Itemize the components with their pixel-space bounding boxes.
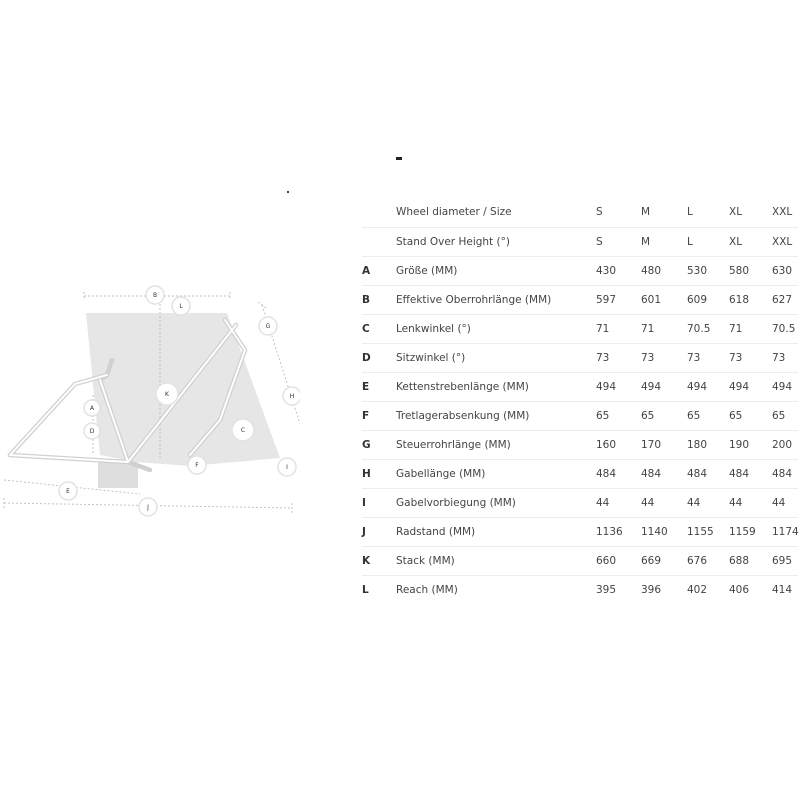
size-s-value: 71 — [596, 314, 641, 343]
diagram-label-J — [139, 498, 157, 516]
row-letter — [362, 227, 396, 256]
size-m-value: 65 — [641, 401, 687, 430]
size-xl-value: 190 — [729, 430, 772, 459]
size-s-value: 44 — [596, 488, 641, 517]
size-m-value: 494 — [641, 372, 687, 401]
size-l-value: 676 — [687, 546, 729, 575]
svg-text:D: D — [89, 428, 95, 435]
dot-mark — [287, 191, 289, 193]
size-s-value: 73 — [596, 343, 641, 372]
size-xl-value: 44 — [729, 488, 772, 517]
size-s-value: 597 — [596, 285, 641, 314]
size-xxl-value: 73 — [772, 343, 798, 372]
row-name: Radstand (MM) — [396, 517, 596, 546]
row-letter: A — [362, 256, 396, 285]
row-letter: H — [362, 459, 396, 488]
size-l-value: 1155 — [687, 517, 729, 546]
diagram-label-B — [146, 286, 164, 304]
table-header-row — [362, 198, 798, 227]
table-row — [362, 459, 798, 488]
size-s-value: 430 — [596, 256, 641, 285]
table-row — [362, 256, 798, 285]
row-name: Stand Over Height (°) — [396, 227, 596, 256]
svg-text:C: C — [240, 427, 246, 434]
row-name: Lenkwinkel (°) — [396, 314, 596, 343]
row-letter: B — [362, 285, 396, 314]
diagram-label-G — [259, 317, 277, 335]
row-name: Tretlagerabsenkung (MM) — [396, 401, 596, 430]
diagram-label-I — [278, 458, 296, 476]
table-row — [362, 285, 798, 314]
row-letter: F — [362, 401, 396, 430]
size-s-value: 160 — [596, 430, 641, 459]
size-m-value: 669 — [641, 546, 687, 575]
row-name: Stack (MM) — [396, 546, 596, 575]
size-xl-value: 580 — [729, 256, 772, 285]
size-xxl-value: 44 — [772, 488, 798, 517]
row-name: Wheel diameter / Size — [396, 198, 596, 227]
size-s-value: 494 — [596, 372, 641, 401]
size-xl-value: 618 — [729, 285, 772, 314]
row-name: Sitzwinkel (°) — [396, 343, 596, 372]
row-name: Gabelvorbiegung (MM) — [396, 488, 596, 517]
size-xl-header: XL — [729, 227, 772, 256]
diagram-label-H — [283, 387, 300, 405]
size-l-value: 402 — [687, 583, 708, 596]
size-xl-value: 688 — [729, 546, 772, 575]
diagram-label-F — [188, 456, 206, 474]
bottom-bracket-shading — [98, 462, 138, 488]
diagram-label-E — [59, 482, 77, 500]
size-m-header: M — [641, 227, 687, 256]
svg-text:F: F — [195, 462, 199, 469]
size-xl-value: 484 — [729, 459, 772, 488]
size-l-header: L — [687, 198, 729, 227]
row-letter: K — [362, 546, 396, 575]
row-name: Effektive Oberrohrlänge (MM) — [396, 285, 596, 314]
size-l-value: 73 — [687, 343, 729, 372]
size-m-value: 170 — [641, 430, 687, 459]
row-name: Kettenstrebenlänge (MM) — [396, 372, 596, 401]
size-l-value: 65 — [687, 401, 729, 430]
size-s-value: 484 — [596, 459, 641, 488]
table-row — [362, 546, 798, 575]
size-m-value: 484 — [641, 459, 687, 488]
size-s-value: 660 — [596, 546, 641, 575]
size-l-value: 609 — [687, 285, 729, 314]
size-xxl-value: 65 — [772, 401, 798, 430]
size-m-value: 396 — [641, 583, 662, 596]
row-letter: J — [362, 517, 396, 546]
size-xxl-value: 414 — [772, 583, 793, 596]
diagram-label-L — [172, 297, 190, 315]
row-letter — [362, 198, 396, 227]
svg-text:K: K — [165, 391, 169, 398]
diagram-label-A — [84, 400, 100, 416]
size-xl-value: 71 — [729, 314, 772, 343]
size-xxl-value: 200 — [772, 430, 798, 459]
size-xl-value: 406 — [729, 583, 750, 596]
size-m-value: 73 — [641, 343, 687, 372]
table-row — [362, 517, 798, 546]
table-row — [362, 575, 798, 604]
row-letter: E — [362, 372, 396, 401]
svg-text:I: I — [286, 464, 288, 471]
size-xxl-header: XXL — [772, 227, 798, 256]
table-row — [362, 430, 798, 459]
table-row — [362, 314, 798, 343]
size-m-value: 44 — [641, 488, 687, 517]
table-header-row — [362, 227, 798, 256]
size-s-value: 1136 — [596, 517, 641, 546]
diagram-label-K — [156, 383, 178, 405]
diagram-label-C — [232, 419, 254, 441]
size-m-value: 71 — [641, 314, 687, 343]
svg-text:J: J — [147, 504, 149, 511]
size-m-value: 480 — [641, 256, 687, 285]
diagram-label-D — [84, 423, 100, 439]
row-letter: C — [362, 314, 396, 343]
size-xl-value: 73 — [729, 343, 772, 372]
size-xxl-header: XXL — [772, 198, 798, 227]
row-name: Größe (MM) — [396, 256, 596, 285]
size-s-header: S — [596, 198, 641, 227]
table-row — [362, 343, 798, 372]
row-name: Steuerrohrlänge (MM) — [396, 430, 596, 459]
size-l-value: 70.5 — [687, 314, 729, 343]
size-s-value: 65 — [596, 401, 641, 430]
size-xl-value: 1159 — [729, 517, 772, 546]
size-s-value: 395 — [596, 583, 617, 596]
size-l-value: 494 — [687, 372, 729, 401]
row-letter: D — [362, 343, 396, 372]
svg-text:B: B — [152, 292, 158, 299]
size-l-value: 44 — [687, 488, 729, 517]
size-xxl-value: 695 — [772, 546, 798, 575]
svg-text:H: H — [289, 393, 295, 400]
size-l-header: L — [687, 227, 729, 256]
svg-text:A: A — [89, 405, 95, 412]
size-xxl-value: 494 — [772, 372, 798, 401]
row-name: Gabellänge (MM) — [396, 459, 596, 488]
table-row — [362, 401, 798, 430]
size-xxl-value: 484 — [772, 459, 798, 488]
size-xxl-value: 627 — [772, 285, 798, 314]
size-xxl-value: 1174 — [772, 517, 798, 546]
size-l-value: 484 — [687, 459, 729, 488]
size-xl-header: XL — [729, 198, 772, 227]
size-xl-value: 65 — [729, 401, 772, 430]
row-letter: I — [362, 488, 396, 517]
size-s-header: S — [596, 227, 641, 256]
row-name: Reach (MM) — [396, 583, 458, 596]
svg-text:L: L — [179, 303, 183, 310]
size-xxl-value: 630 — [772, 256, 798, 285]
size-l-value: 180 — [687, 430, 729, 459]
row-letter: G — [362, 430, 396, 459]
geometry-table — [362, 198, 798, 604]
size-m-value: 1140 — [641, 517, 687, 546]
dash-mark — [396, 157, 402, 160]
size-xl-value: 494 — [729, 372, 772, 401]
svg-text:E: E — [66, 488, 70, 495]
size-m-value: 601 — [641, 285, 687, 314]
svg-text:G: G — [265, 323, 271, 330]
size-m-header: M — [641, 198, 687, 227]
size-l-value: 530 — [687, 256, 729, 285]
frame-geometry-diagram — [0, 280, 300, 520]
table-row — [362, 372, 798, 401]
row-letter: L — [362, 583, 369, 596]
table-row — [362, 488, 798, 517]
size-xxl-value: 70.5 — [772, 314, 798, 343]
